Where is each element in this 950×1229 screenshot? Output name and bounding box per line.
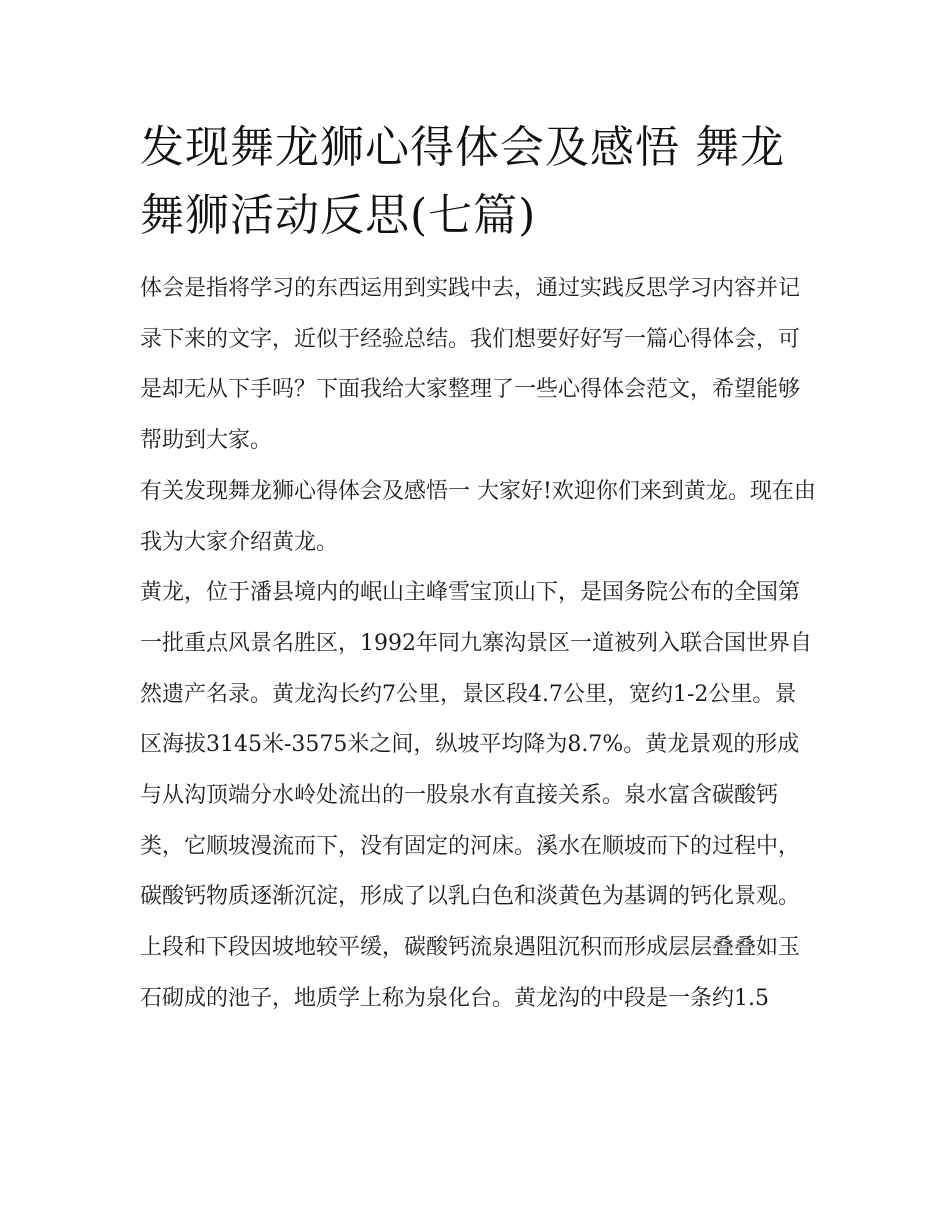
document-title: 发现舞龙狮心得体会及感悟 舞龙舞狮活动反思(七篇)	[140, 122, 785, 241]
section-one-opening-paragraph: 有关发现舞龙狮心得体会及感悟一 大家好!欢迎你们来到黄龙。现在由我为大家介绍黄龙。	[140, 478, 816, 555]
document-body	[140, 114, 816, 1025]
intro-paragraph: 体会是指将学习的东西运用到实践中去，通过实践反思学习内容并记录下来的文字，近似于经验总结。我们想要好好写一篇心得体会，可是却无从下手吗？下面我给大家整理了一些心得体会范文，希望能够帮助到大家。	[140, 276, 801, 454]
huanglong-description-paragraph: 黄龙，位于潘县境内的岷山主峰雪宝顶山下，是国务院公布的全国第一批重点风景名胜区，1992年同九寨沟景区一道被列入联合国世界自然遗产名录。黄龙沟长约7公里，景区段4.7公里，宽约1-2公里。景区海拔3145米-3575米之间，纵坡平均降为8.7%。黄龙景观的形成与从沟顶端分水岭处流出的一股泉水有直接关系。泉水富含碳酸钙类，它顺坡漫流而下，没有固定的河床。溪水在顺坡而下的过程中，碳酸钙物质逐渐沉淀，形成了以乳白色和淡黄色为基调的钙化景观。上段和下段因坡地较平缓，碳酸钙流泉遇阻沉积而形成层层叠叠如玉石砌成的池子，地质学上称为泉化台。黄龙沟的中段是一条约1.5	[140, 580, 812, 1011]
